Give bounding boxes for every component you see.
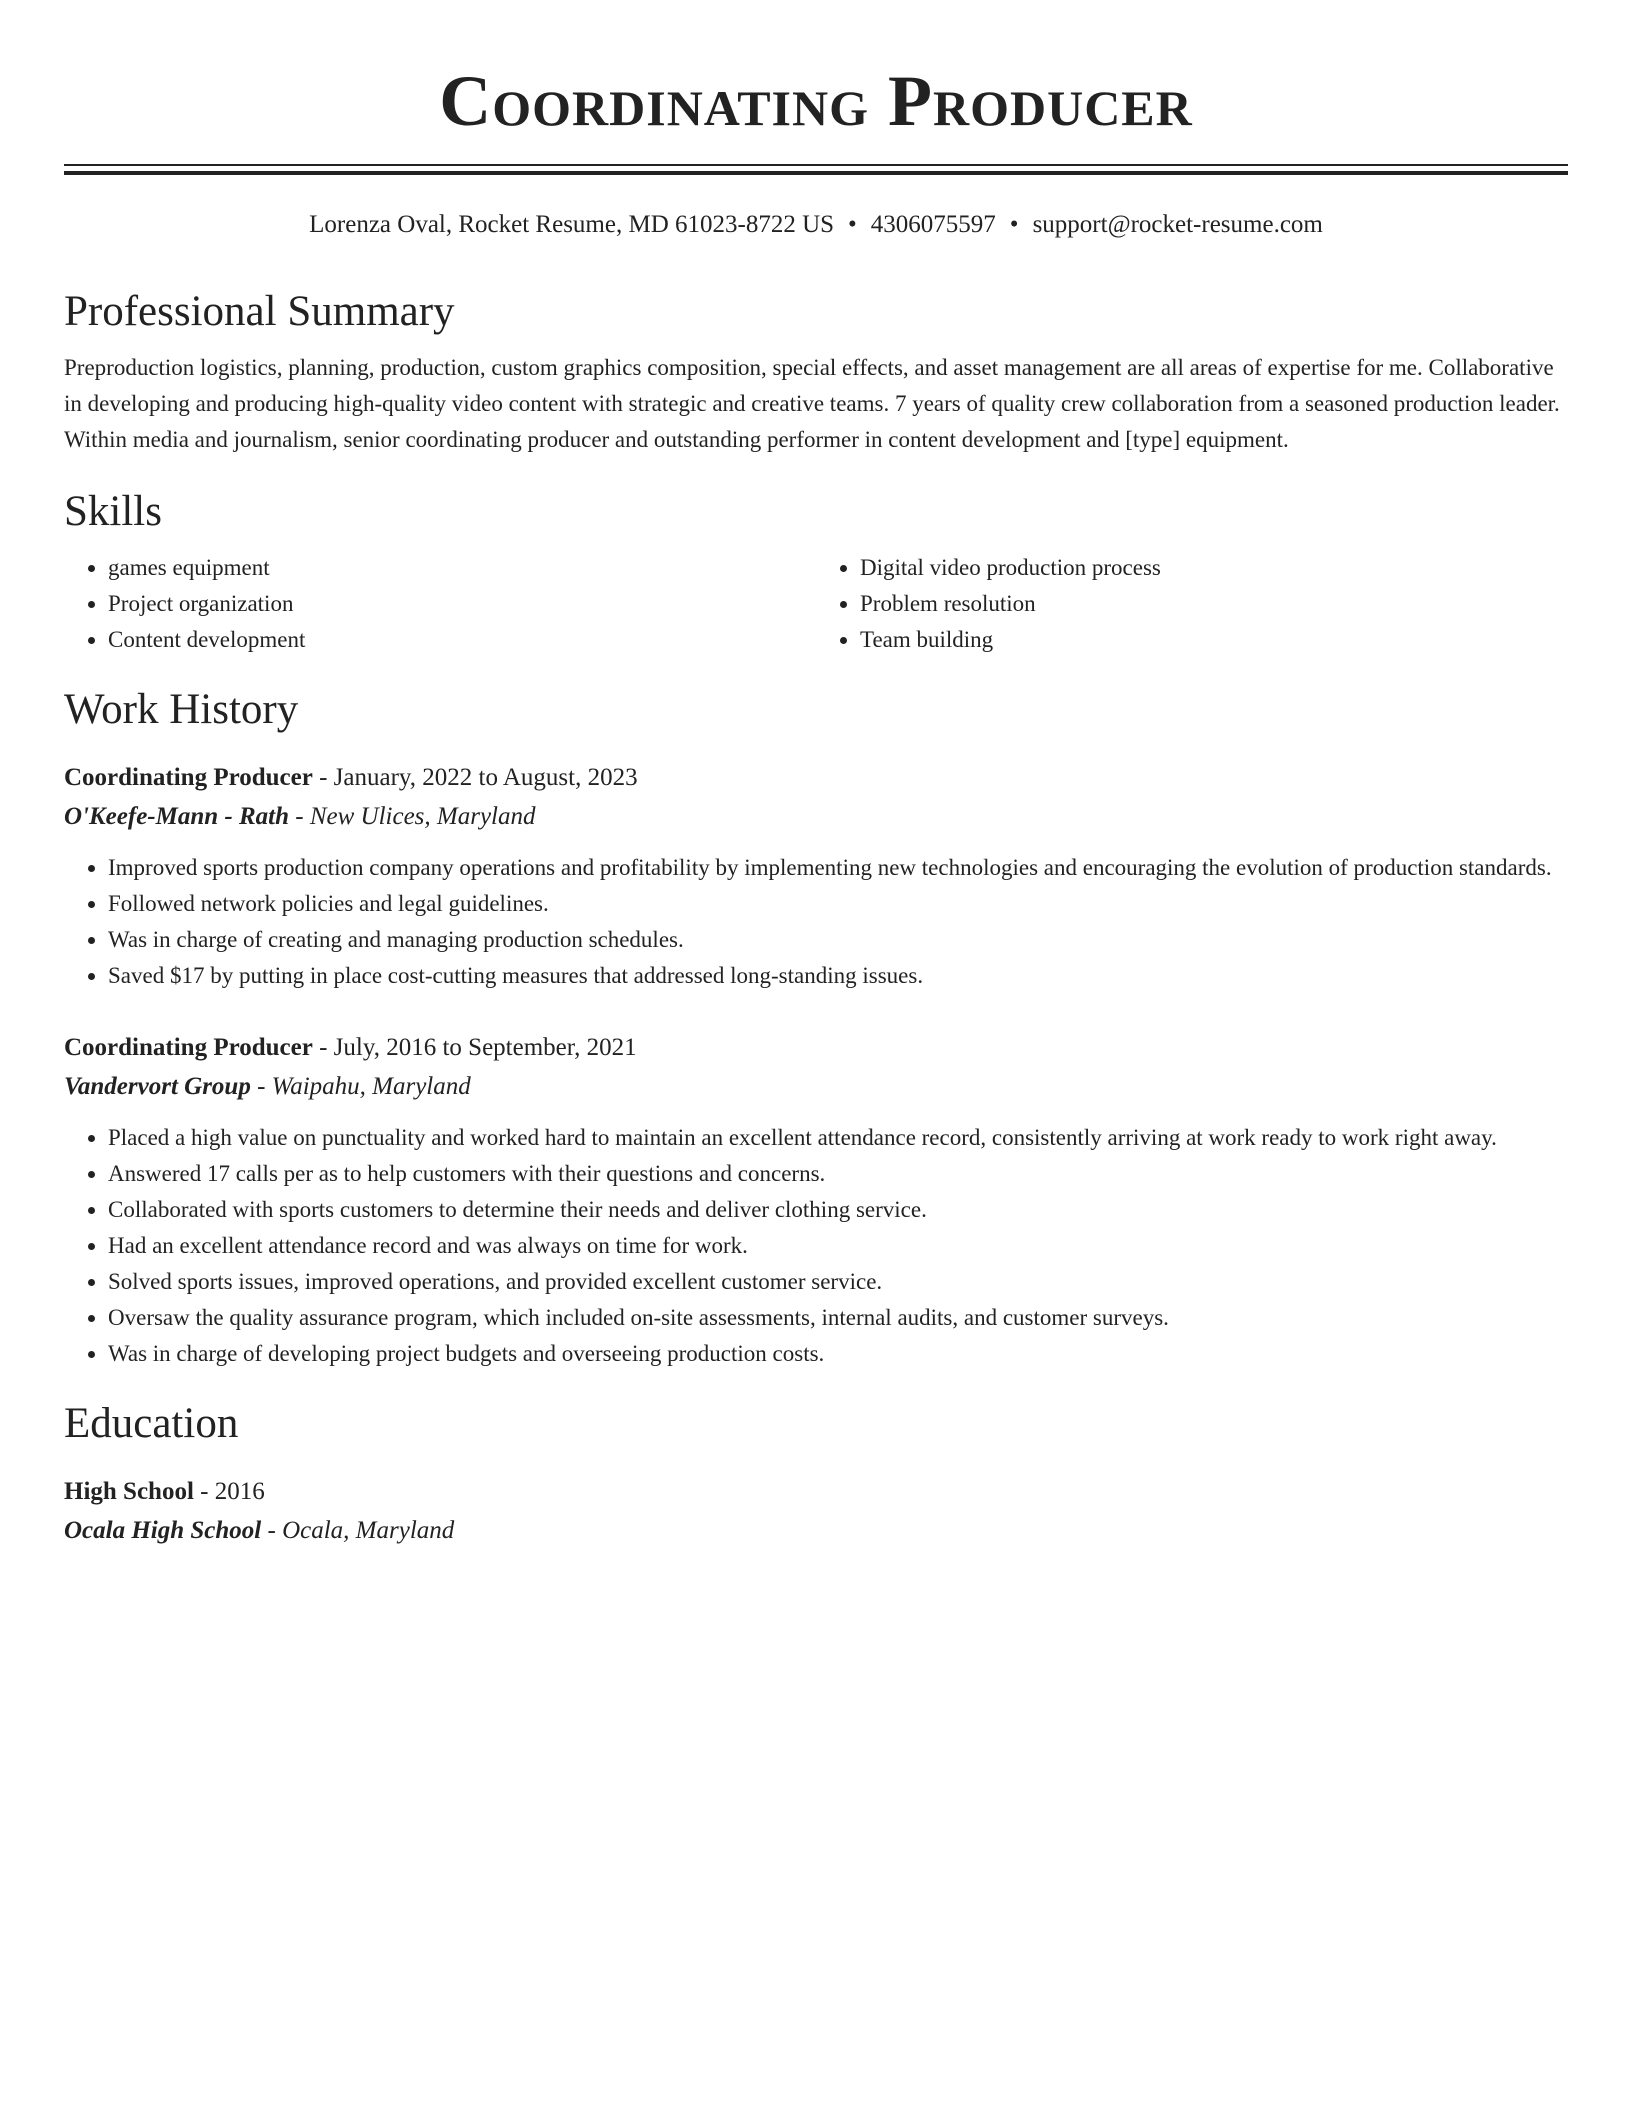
job-dates: - July, 2016 to September, 2021 xyxy=(312,1034,637,1061)
job-header xyxy=(64,758,1568,798)
skills-list xyxy=(64,550,1568,658)
job-bullet: • Had an excellent attendance record and was always on time for work. xyxy=(108,1228,1568,1264)
job-location: - New Ulices, Maryland xyxy=(289,803,536,830)
job-bullet: • Improved sports production company operations and profitability by implementing new technologies and encouraging the evolution of production standards. xyxy=(108,850,1568,886)
education-header xyxy=(64,1472,1568,1512)
job-bullet: • Was in charge of creating and managing production schedules. xyxy=(108,922,1568,958)
work-history-heading: Work History xyxy=(64,686,299,733)
resume-title: Coordinating Producer xyxy=(439,61,1193,141)
contact-line xyxy=(64,209,1568,241)
job-employer xyxy=(64,798,1568,836)
job-bullet: • Answered 17 calls per as to help customers with their questions and concerns. xyxy=(108,1156,1568,1192)
job-company: Vandervort Group xyxy=(64,1073,251,1100)
education-institution xyxy=(64,1512,1568,1550)
job-company: O'Keefe-Mann - Rath xyxy=(64,803,289,830)
job-bullets xyxy=(64,850,1568,994)
skill-item: • Content development xyxy=(108,622,816,658)
contact-email: support@rocket-resume.com xyxy=(1032,211,1323,238)
contact-phone: 4306075597 xyxy=(870,211,996,238)
education-school: Ocala High School xyxy=(64,1517,262,1544)
title-divider xyxy=(64,164,1568,175)
summary-text: Preproduction logistics, planning, production, custom graphics composition, special effects, and asset management are all areas of expertise for me. Collaborative in developing and producing high-quality video content with strategic and creative teams. 7 years of quality crew collaboration from a seasoned production leader. Within media and journalism, senior coordinating producer and outstanding performer in content development and [type] equipment. xyxy=(64,355,1560,452)
skills-column-right xyxy=(816,550,1568,658)
job-bullet: • Saved $17 by putting in place cost-cutting measures that addressed long-standing issues. xyxy=(108,958,1568,994)
job-entry xyxy=(64,758,1568,994)
education-degree: High School xyxy=(64,1478,194,1505)
job-bullet: • Was in charge of developing project budgets and overseeing production costs. xyxy=(108,1336,1568,1372)
education-entry xyxy=(64,1472,1568,1550)
contact-address: Lorenza Oval, Rocket Resume, MD 61023-8722 US xyxy=(309,211,835,238)
skills-heading: Skills xyxy=(64,488,162,535)
education-location: - Ocala, Maryland xyxy=(261,1517,455,1544)
job-dates: - January, 2022 to August, 2023 xyxy=(312,764,638,791)
job-bullet: • Followed network policies and legal guidelines. xyxy=(108,886,1568,922)
job-header xyxy=(64,1028,1568,1068)
education-heading: Education xyxy=(64,1400,239,1447)
job-bullet: • Placed a high value on punctuality and worked hard to maintain an excellent attendance record, consistently arriving at work ready to work right away. xyxy=(108,1120,1568,1156)
skill-item: • Project organization xyxy=(108,586,816,622)
skill-item: • Team building xyxy=(860,622,1568,658)
job-bullet: • Collaborated with sports customers to determine their needs and deliver clothing service. xyxy=(108,1192,1568,1228)
job-title: Coordinating Producer xyxy=(64,764,313,791)
job-employer xyxy=(64,1068,1568,1106)
contact-separator: • xyxy=(1009,211,1019,238)
education-year: - 2016 xyxy=(193,1478,265,1505)
summary-heading: Professional Summary xyxy=(64,288,455,335)
job-entry xyxy=(64,1028,1568,1372)
skill-item: • games equipment xyxy=(108,550,816,586)
job-title: Coordinating Producer xyxy=(64,1034,313,1061)
job-bullet: • Solved sports issues, improved operations, and provided excellent customer service. xyxy=(108,1264,1568,1300)
contact-separator: • xyxy=(848,211,857,238)
job-bullet: • Oversaw the quality assurance program, which included on-site assessments, internal audits, and customer surveys. xyxy=(108,1300,1568,1336)
skill-item: • Problem resolution xyxy=(860,586,1568,622)
skill-item: • Digital video production process xyxy=(860,550,1568,586)
job-location: - Waipahu, Maryland xyxy=(250,1073,471,1100)
skills-column-left xyxy=(64,550,816,658)
job-bullets xyxy=(64,1120,1568,1372)
